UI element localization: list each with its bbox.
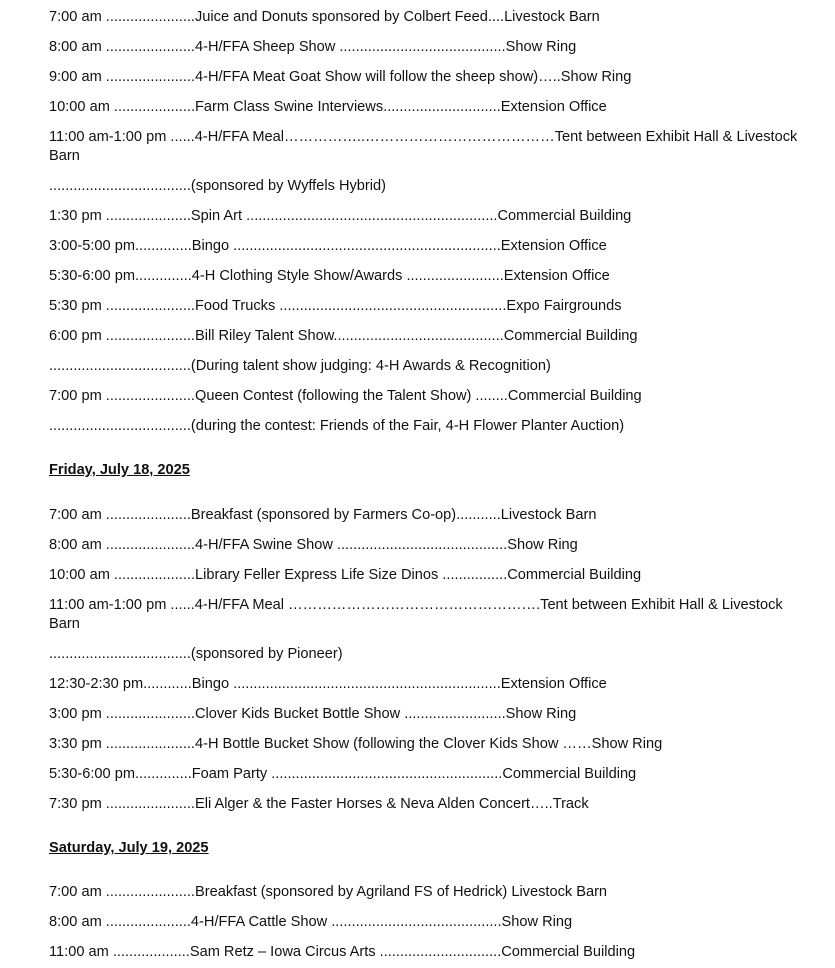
day-heading-friday: Friday, July 18, 2025 <box>49 462 190 478</box>
schedule-line: ...................................(during the contest: Friends of the Fair, 4-H Flower Planter Auction) <box>49 418 625 434</box>
schedule-line: 12:30-2:30 pm............Bingo ..................................................................Extension Office <box>49 676 607 692</box>
schedule-line: 3:30 pm ......................4-H Bottle Bucket Show (following the Clover Kids Show ……Show Ring <box>49 736 663 752</box>
day-heading-saturday: Saturday, July 19, 2025 <box>49 840 209 856</box>
schedule-line: 7:00 am ......................Breakfast (sponsored by Agriland FS of Hedrick) Livestock Barn <box>49 884 608 900</box>
schedule-line: 8:00 am ......................4-H/FFA Sheep Show .........................................Show Ring <box>49 39 577 55</box>
schedule-line: 7:00 am .....................Breakfast (sponsored by Farmers Co-op)...........Livestock Barn <box>49 507 597 523</box>
schedule-line: 5:30-6:00 pm..............Foam Party .........................................................Commercial Building <box>49 766 637 782</box>
schedule-line: 7:00 pm ......................Queen Contest (following the Talent Show) ........Commercial Building <box>49 388 642 404</box>
schedule-line: 10:00 am ....................Library Feller Express Life Size Dinos ................Commercial Building <box>49 567 642 583</box>
schedule-line: 10:00 am ....................Farm Class Swine Interviews.............................Extension Office <box>49 99 607 115</box>
schedule-line: 8:00 am .....................4-H/FFA Cattle Show ..........................................Show Ring <box>49 914 573 930</box>
schedule-line: 7:30 pm ......................Eli Alger & the Faster Horses & Neva Alden Concert…..Track <box>49 796 589 812</box>
schedule-line: 7:00 am ......................Juice and Donuts sponsored by Colbert Feed....Livestock Barn <box>49 9 600 25</box>
schedule-line: 9:00 am ......................4-H/FFA Meat Goat Show will follow the sheep show)…..Show Ring <box>49 69 632 85</box>
schedule-line: 5:30 pm ......................Food Trucks ........................................................Expo Fairgrounds <box>49 298 622 314</box>
schedule-line: 1:30 pm .....................Spin Art ..............................................................Commercial Building <box>49 208 632 224</box>
schedule-line: 11:00 am-1:00 pm ......4-H/FFA Meal……………..…………………………………Tent between Exhibit Hall & Livestock Barn <box>49 129 798 164</box>
schedule-line: ...................................(During talent show judging: 4-H Awards & Recognition) <box>49 358 551 374</box>
schedule-line: 11:00 am ...................Sam Retz – Iowa Circus Arts ..............................Commercial Building <box>49 944 636 960</box>
schedule-line: 8:00 am ......................4-H/FFA Swine Show ..........................................Show Ring <box>49 537 578 553</box>
schedule-line: 6:00 pm ......................Bill Riley Talent Show..........................................Commercial Building <box>49 328 638 344</box>
schedule-line: 5:30-6:00 pm..............4-H Clothing Style Show/Awards ........................Extension Office <box>49 268 610 284</box>
schedule-line: 11:00 am-1:00 pm ......4-H/FFA Meal …………………………………………….Tent between Exhibit Hall & Livestock Barn <box>49 597 783 632</box>
schedule-line: ...................................(sponsored by Wyffels Hybrid) <box>49 178 386 194</box>
schedule-line: 3:00-5:00 pm..............Bingo ..................................................................Extension Office <box>49 238 607 254</box>
schedule-line: 3:00 pm ......................Clover Kids Bucket Bottle Show .........................Show Ring <box>49 706 577 722</box>
schedule-line: ...................................(sponsored by Pioneer) <box>49 646 343 662</box>
